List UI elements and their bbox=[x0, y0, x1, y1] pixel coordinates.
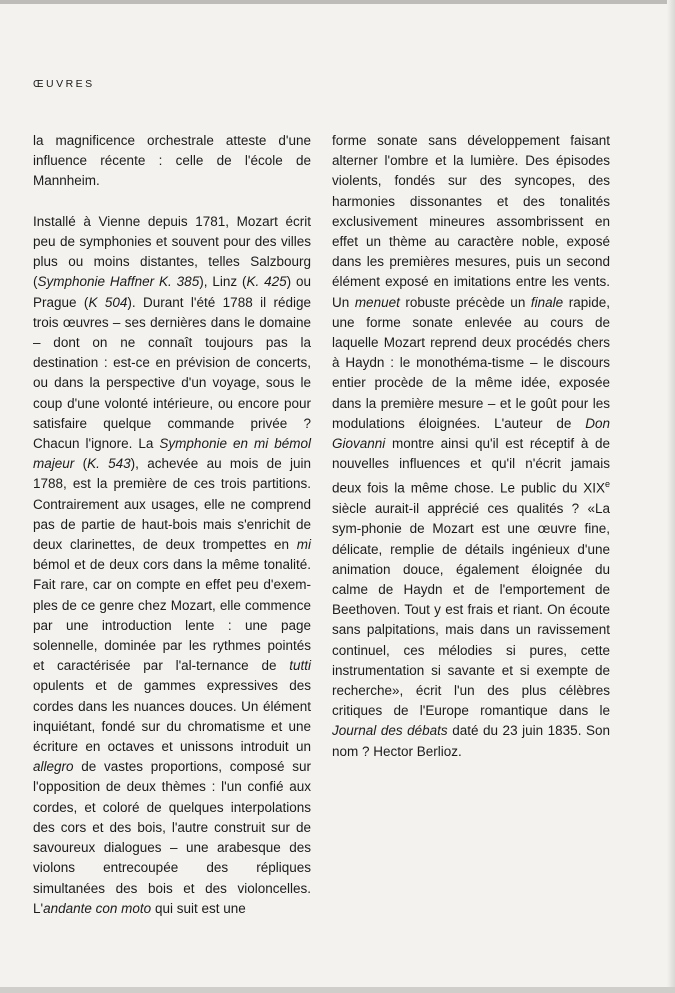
text-run: opulents et de gammes expressives des cordes dans les nuances douces. Un élément inquiétant, fondé sur du chromatisme et une écriture en octaves et unissons introduit un bbox=[33, 678, 311, 755]
paragraph bbox=[33, 131, 311, 192]
section-header: ŒUVRES bbox=[33, 78, 95, 90]
italic-text: menuet bbox=[354, 294, 400, 310]
right-column bbox=[332, 131, 610, 762]
text-run: bémol et de deux cors dans la même tonalité. Fait rare, car on compte en effet peu d'exem-ples de ce genre chez Mozart, elle commence par une introduction lente : une page solennelle, dominée par les rythmes pointés et caractérisée par l'al-ternance de bbox=[33, 557, 311, 674]
italic-text: Journal des débats bbox=[332, 723, 448, 739]
text-run: ) ou Prague ( bbox=[33, 274, 312, 310]
italic-text: tutti bbox=[289, 658, 311, 674]
scan-right-edge bbox=[667, 0, 675, 993]
superscript-text: e bbox=[604, 479, 610, 490]
italic-text: allegro bbox=[33, 759, 74, 775]
italic-text: andante con moto bbox=[43, 900, 152, 916]
italic-text: K 504 bbox=[88, 294, 128, 310]
paragraph bbox=[33, 212, 311, 919]
text-run: robuste précède un bbox=[399, 294, 531, 310]
text-run: forme sonate sans développement faisant alterner l'ombre et la lumière. Des épisodes violents, fondés sur des syncopes, des harmonies dissonantes et des tonalités exclusivement mineures assombrissent en effet un thème au caractère noble, exposé dans les premières mesures, puis un second élément exposé en imitations entre les vents. Un bbox=[332, 133, 610, 310]
italic-text: Symphonie en mi bémol majeur bbox=[33, 436, 312, 472]
italic-text: mi bbox=[296, 537, 311, 553]
italic-text: K. 425 bbox=[246, 274, 287, 290]
text-run: daté du 23 juin 1835. Son nom ? Hector Berlioz. bbox=[332, 723, 610, 759]
text-run: ), achevée au mois de juin 1788, est la première de ces trois partitions. Contrairement aux usages, elle ne comprend pas de partie de haut-bois mais s'enrichit de deux clarinettes, de deux trompettes en bbox=[33, 456, 312, 553]
text-run: Installé à Vienne depuis 1781, Mozart écrit peu de symphonies et souvent pour des villes plus ou moins distantes, telles Salzbourg ( bbox=[33, 213, 311, 290]
italic-text: Don Giovanni bbox=[332, 415, 610, 452]
italic-text: K. 543 bbox=[87, 456, 131, 472]
scan-bottom-edge bbox=[0, 987, 675, 993]
italic-text: finale bbox=[530, 294, 564, 310]
text-run: la magnificence orchestrale atteste d'une influence récente : celle de l'école de Mannheim. bbox=[33, 133, 311, 189]
paragraph bbox=[332, 131, 610, 762]
scan-top-edge bbox=[0, 0, 675, 4]
text-run: ). Durant l'été 1788 il rédige trois œuvres – ses dernières dans le domaine – dont on ne connaît toujours pas la destination : est-ce en prévision de concerts, ou dans la perspective d'un voyage, sous le coup d'une volonté intérieure, ou encore pour satisfaire quelque commande privée ? Chacun l'ignore. La bbox=[33, 294, 312, 452]
text-run: siècle aurait-il apprécié ces qualités ? «La sym-phonie de Mozart est une œuvre fine, délicate, remplie de détails ingénieux d'une animation douce, également éloignée du calme de Haydn et de l'emportement de Beethoven. Tout y est frais et riant. On écoute sans palpitations, mais dans un ravissement continuel, ces mélodies si pures, cette instrumentation si savante et si exempte de recherche», écrit l'un des plus célèbres critiques de l'Europe romantique dans le bbox=[332, 501, 610, 719]
text-run: qui suit est une bbox=[151, 900, 246, 916]
text-run: rapide, une forme sonate enlevée au cours de laquelle Mozart reprend deux procédés chers à Haydn : le monothéma-tisme – le discours entier procède de la même idée, exposée dans la première mesure – et le goût pour les modulations éloignées. L'auteur de bbox=[332, 294, 610, 431]
text-run: de vastes proportions, composé sur l'opposition de deux thèmes : l'un confié aux cordes, et coloré de quelques interpolations des cors et des bois, l'autre construit sur de savoureux dialogues – une arabesque des violons entrecoupée des répliques simultanées des bois et des violoncelles. L' bbox=[33, 759, 311, 916]
text-run: ( bbox=[74, 456, 88, 472]
left-column bbox=[33, 131, 311, 919]
text-run: ), Linz ( bbox=[199, 274, 247, 290]
text-run: montre ainsi qu'il est réceptif à de nouvelles influences et qu'il n'écrit jamais deux fois la même chose. Le public du XIX bbox=[332, 436, 610, 496]
italic-text: Symphonie Haffner K. 385 bbox=[37, 274, 200, 290]
